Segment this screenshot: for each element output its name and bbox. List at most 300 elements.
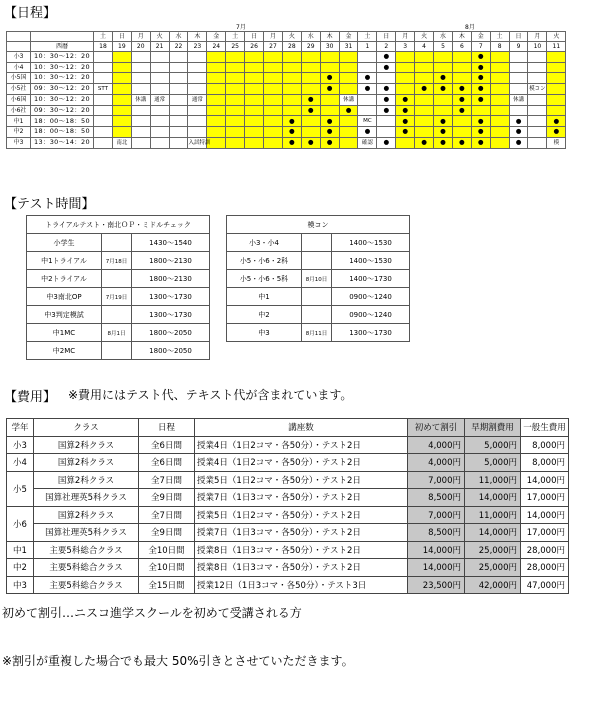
schedule-label: 休講	[135, 96, 147, 103]
discount-note: 初めて割引…ニスコ進学スクールを初めて受講される方	[2, 606, 302, 620]
date-cell: 26	[245, 42, 264, 52]
schedule-cell	[471, 105, 490, 116]
schedule-cell	[301, 137, 320, 148]
fee-grade: 小6	[7, 506, 34, 541]
test-name: 小5・小6・2科	[227, 252, 302, 270]
schedule-cell	[207, 116, 226, 127]
schedule-cell	[131, 105, 150, 116]
schedule-cell	[509, 94, 528, 105]
schedule-cell	[301, 73, 320, 84]
schedule-cell	[207, 83, 226, 94]
fee-days: 全10日間	[139, 559, 195, 577]
fee-normal: 14,000円	[521, 471, 569, 489]
fee-normal: 8,000円	[521, 454, 569, 472]
fee-course: 授業5日（1日2コマ・各50分）・テスト2日	[195, 471, 408, 489]
schedule-cell	[434, 137, 453, 148]
time-cell: 10：30～12：20	[31, 73, 94, 84]
schedule-cell	[94, 62, 113, 73]
date-cell: 8	[490, 42, 509, 52]
schedule-cell	[509, 105, 528, 116]
schedule-cell	[528, 116, 547, 127]
fee-early: 5,000円	[465, 454, 521, 472]
schedule-cell	[264, 116, 283, 127]
weekday-cell: 木	[188, 32, 207, 42]
fee-grade: 中1	[7, 541, 34, 559]
weekday-cell: 日	[377, 32, 396, 42]
weekday-cell: 土	[94, 32, 113, 42]
schedule-cell	[112, 127, 131, 138]
schedule-cell	[339, 52, 358, 63]
schedule-table	[6, 31, 566, 149]
corner-cell	[7, 42, 31, 52]
weekday-cell: 金	[339, 32, 358, 42]
schedule-cell	[547, 137, 566, 148]
schedule-cell	[358, 127, 377, 138]
schedule-cell	[112, 62, 131, 73]
schedule-cell	[339, 105, 358, 116]
schedule-cell	[528, 52, 547, 63]
test-row	[227, 324, 410, 342]
schedule-cell	[415, 94, 434, 105]
schedule-cell	[264, 83, 283, 94]
schedule-cell	[396, 62, 415, 73]
schedule-cell	[226, 83, 245, 94]
schedule-cell	[434, 127, 453, 138]
schedule-cell	[245, 116, 264, 127]
schedule-cell	[188, 116, 207, 127]
schedule-row	[7, 116, 566, 127]
schedule-cell	[415, 73, 434, 84]
schedule-cell	[358, 83, 377, 94]
fee-row	[7, 489, 569, 507]
fee-days: 全7日間	[139, 506, 195, 524]
fee-early: 42,000円	[465, 576, 521, 594]
schedule-cell	[94, 73, 113, 84]
time-cell: 09：30～12：20	[31, 105, 94, 116]
test-name: 中2トライアル	[27, 270, 102, 288]
test-date	[302, 234, 332, 252]
time-cell: 10：30～12：20	[31, 62, 94, 73]
test-date: 8月11日	[302, 324, 332, 342]
schedule-cell	[547, 127, 566, 138]
schedule-cell	[377, 137, 396, 148]
fee-class: 国算社理英5科クラス	[34, 524, 139, 542]
schedule-cell	[131, 127, 150, 138]
schedule-cell	[112, 73, 131, 84]
weekday-cell: 月	[264, 32, 283, 42]
fee-days: 全10日間	[139, 541, 195, 559]
grade-cell: 小6国	[7, 94, 31, 105]
fee-row	[7, 559, 569, 577]
schedule-cell	[509, 137, 528, 148]
schedule-cell	[452, 83, 471, 94]
test-time: 1430～1540	[132, 234, 210, 252]
schedule-cell	[188, 94, 207, 105]
schedule-cell	[169, 137, 188, 148]
test-date: 8月10日	[302, 270, 332, 288]
fee-first: 4,000円	[408, 436, 465, 454]
schedule-cell	[377, 62, 396, 73]
schedule-cell	[245, 105, 264, 116]
schedule-cell	[112, 137, 131, 148]
schedule-label: 通常	[154, 96, 166, 103]
test-row	[27, 342, 210, 360]
schedule-cell	[320, 127, 339, 138]
schedule-cell	[94, 116, 113, 127]
schedule-cell	[169, 73, 188, 84]
schedule-cell	[339, 137, 358, 148]
schedule-cell	[150, 62, 169, 73]
fee-header: 日程	[139, 419, 195, 437]
test-time: 1300～1730	[332, 324, 410, 342]
time-cell: 10：30～12：20	[31, 94, 94, 105]
schedule-cell	[547, 73, 566, 84]
date-cell: 10	[528, 42, 547, 52]
schedule-cell	[547, 94, 566, 105]
test-name: 中1	[227, 288, 302, 306]
schedule-cell	[452, 137, 471, 148]
fee-first: 8,500円	[408, 524, 465, 542]
schedule-cell	[509, 83, 528, 94]
schedule-cell	[415, 137, 434, 148]
schedule-cell	[150, 94, 169, 105]
schedule-cell	[339, 116, 358, 127]
schedule-cell	[452, 127, 471, 138]
test-table-left	[26, 215, 210, 360]
date-cell: 21	[150, 42, 169, 52]
schedule-cell	[471, 52, 490, 63]
fee-first: 14,000円	[408, 541, 465, 559]
test-row	[227, 306, 410, 324]
grade-cell: 小4	[7, 62, 31, 73]
schedule-cell	[226, 62, 245, 73]
schedule-cell	[509, 73, 528, 84]
date-cell: 6	[452, 42, 471, 52]
fee-days: 全6日間	[139, 436, 195, 454]
seireki-label: 西暦	[31, 42, 94, 52]
schedule-cell	[188, 83, 207, 94]
schedule-cell	[150, 83, 169, 94]
fee-grade: 小5	[7, 471, 34, 506]
date-cell: 24	[207, 42, 226, 52]
schedule-cell	[282, 62, 301, 73]
test-row	[27, 324, 210, 342]
schedule-cell	[377, 83, 396, 94]
test-date	[102, 342, 132, 360]
schedule-cell	[131, 73, 150, 84]
schedule-cell	[528, 94, 547, 105]
schedule-cell	[434, 116, 453, 127]
schedule-cell	[169, 127, 188, 138]
date-cell: 5	[434, 42, 453, 52]
schedule-cell	[547, 116, 566, 127]
schedule-label: 通常	[191, 96, 203, 103]
schedule-cell	[415, 62, 434, 73]
schedule-cell	[245, 137, 264, 148]
schedule-label: 休講	[343, 96, 355, 103]
schedule-cell	[452, 52, 471, 63]
test-row	[27, 288, 210, 306]
schedule-cell	[245, 73, 264, 84]
schedule-cell	[131, 116, 150, 127]
weekday-cell: 火	[150, 32, 169, 42]
schedule-cell	[169, 62, 188, 73]
schedule-cell	[471, 83, 490, 94]
schedule-cell	[301, 127, 320, 138]
schedule-label: 入試特訓	[188, 139, 211, 146]
fee-header: 講座数	[195, 419, 408, 437]
date-cell: 3	[396, 42, 415, 52]
fees-title: 【費用】	[4, 390, 57, 405]
fee-row	[7, 524, 569, 542]
time-cell: 18：00～18：50	[31, 127, 94, 138]
schedule-cell	[452, 73, 471, 84]
fee-first: 4,000円	[408, 454, 465, 472]
schedule-cell	[415, 105, 434, 116]
schedule-cell	[226, 116, 245, 127]
schedule-cell	[207, 62, 226, 73]
schedule-cell	[377, 73, 396, 84]
fee-first: 7,000円	[408, 506, 465, 524]
schedule-cell	[528, 137, 547, 148]
schedule-cell	[377, 94, 396, 105]
schedule-cell	[396, 116, 415, 127]
test-time: 1400～1530	[332, 252, 410, 270]
fee-row	[7, 454, 569, 472]
fee-early: 14,000円	[465, 524, 521, 542]
schedule-cell	[547, 105, 566, 116]
schedule-cell	[396, 127, 415, 138]
schedule-cell	[282, 83, 301, 94]
test-name: 中2	[227, 306, 302, 324]
schedule-cell	[245, 127, 264, 138]
schedule-title: 【日程】	[4, 6, 57, 21]
schedule-cell	[396, 137, 415, 148]
fee-normal: 28,000円	[521, 559, 569, 577]
fee-class: 主要5科総合クラス	[34, 541, 139, 559]
schedule-cell	[377, 52, 396, 63]
schedule-cell	[509, 62, 528, 73]
schedule-cell	[396, 105, 415, 116]
schedule-cell	[282, 116, 301, 127]
schedule-cell	[131, 52, 150, 63]
fee-row	[7, 506, 569, 524]
schedule-cell	[301, 116, 320, 127]
test-name: 小学生	[27, 234, 102, 252]
fee-early: 11,000円	[465, 506, 521, 524]
date-cell: 22	[169, 42, 188, 52]
schedule-cell	[301, 94, 320, 105]
grade-cell: 小6社	[7, 105, 31, 116]
test-date: 7月19日	[102, 288, 132, 306]
date-cell: 19	[112, 42, 131, 52]
schedule-cell	[226, 94, 245, 105]
schedule-cell	[471, 116, 490, 127]
test-time: 1400～1530	[332, 234, 410, 252]
fee-class: 主要5科総合クラス	[34, 576, 139, 594]
fees-note: ※費用にはテスト代、テキスト代が含まれています。	[68, 388, 353, 402]
schedule-cell	[471, 73, 490, 84]
schedule-cell	[131, 137, 150, 148]
schedule-cell	[320, 62, 339, 73]
fee-days: 全15日間	[139, 576, 195, 594]
schedule-cell	[188, 73, 207, 84]
schedule-cell	[264, 73, 283, 84]
fee-normal: 17,000円	[521, 489, 569, 507]
test-row	[227, 288, 410, 306]
weekday-cell: 水	[434, 32, 453, 42]
schedule-label: 南北	[116, 139, 128, 146]
schedule-cell	[245, 62, 264, 73]
fee-early: 14,000円	[465, 489, 521, 507]
schedule-label: MC	[363, 118, 372, 124]
schedule-cell	[282, 94, 301, 105]
test-time: 1800～2050	[132, 324, 210, 342]
schedule-cell	[434, 62, 453, 73]
corner-cell	[7, 32, 31, 42]
schedule-cell	[434, 52, 453, 63]
fee-early: 25,000円	[465, 541, 521, 559]
schedule-cell	[358, 52, 377, 63]
schedule-cell	[94, 52, 113, 63]
fee-normal: 14,000円	[521, 506, 569, 524]
schedule-cell	[509, 52, 528, 63]
test-time: 1400～1730	[332, 270, 410, 288]
fee-class: 主要5科総合クラス	[34, 559, 139, 577]
time-cell: 09：30～12：20	[31, 83, 94, 94]
weekday-cell: 月	[528, 32, 547, 42]
schedule-cell	[94, 94, 113, 105]
grade-cell: 中3	[7, 137, 31, 148]
time-cell: 18：00～18：50	[31, 116, 94, 127]
schedule-cell	[207, 94, 226, 105]
test-time: 1800～2050	[132, 342, 210, 360]
schedule-row	[7, 83, 566, 94]
schedule-row	[7, 137, 566, 148]
fee-grade: 小3	[7, 436, 34, 454]
schedule-cell	[150, 116, 169, 127]
schedule-cell	[150, 52, 169, 63]
fee-course: 授業4日（1日2コマ・各50分）・テスト2日	[195, 436, 408, 454]
schedule-cell	[509, 127, 528, 138]
month-august: 8月	[465, 24, 475, 31]
schedule-cell	[320, 73, 339, 84]
fee-grade: 中3	[7, 576, 34, 594]
time-cell: 13：30～14：20	[31, 137, 94, 148]
schedule-cell	[415, 83, 434, 94]
schedule-cell	[358, 94, 377, 105]
test-row	[27, 270, 210, 288]
schedule-cell	[358, 73, 377, 84]
weekday-cell: 日	[112, 32, 131, 42]
schedule-cell	[226, 52, 245, 63]
schedule-cell	[415, 116, 434, 127]
schedule-cell	[339, 94, 358, 105]
schedule-cell	[150, 137, 169, 148]
test-name: 中1トライアル	[27, 252, 102, 270]
schedule-label: STT	[97, 85, 108, 92]
date-cell: 11	[547, 42, 566, 52]
schedule-cell	[131, 94, 150, 105]
fee-header: 初めて割引	[408, 419, 465, 437]
test-row	[27, 306, 210, 324]
fee-normal: 8,000円	[521, 436, 569, 454]
corner-cell	[31, 32, 94, 42]
fee-first: 14,000円	[408, 559, 465, 577]
test-table-right	[226, 215, 410, 342]
schedule-cell	[434, 94, 453, 105]
test-date	[102, 306, 132, 324]
weekday-cell: 日	[245, 32, 264, 42]
test-time: 1300～1730	[132, 306, 210, 324]
weekday-cell: 火	[282, 32, 301, 42]
schedule-cell	[490, 83, 509, 94]
schedule-cell	[112, 116, 131, 127]
fee-days: 全7日間	[139, 471, 195, 489]
schedule-cell	[358, 62, 377, 73]
fee-days: 全6日間	[139, 454, 195, 472]
weekday-cell: 火	[547, 32, 566, 42]
date-cell: 30	[320, 42, 339, 52]
date-cell: 18	[94, 42, 113, 52]
test-row	[27, 234, 210, 252]
test-time: 1300～1730	[132, 288, 210, 306]
schedule-cell	[396, 94, 415, 105]
schedule-label: 確認	[361, 139, 373, 146]
schedule-cell	[112, 83, 131, 94]
schedule-cell	[490, 73, 509, 84]
weekday-cell: 金	[471, 32, 490, 42]
schedule-cell	[434, 105, 453, 116]
schedule-cell	[528, 62, 547, 73]
fee-class: 国算2科クラス	[34, 471, 139, 489]
schedule-label: 模コン	[529, 85, 546, 92]
schedule-cell	[320, 137, 339, 148]
weekday-cell: 日	[509, 32, 528, 42]
fee-course: 授業7日（1日3コマ・各50分）・テスト2日	[195, 489, 408, 507]
schedule-cell	[301, 52, 320, 63]
schedule-cell	[377, 105, 396, 116]
schedule-cell	[471, 127, 490, 138]
schedule-row	[7, 127, 566, 138]
date-cell: 25	[226, 42, 245, 52]
fee-grade: 小4	[7, 454, 34, 472]
schedule-cell	[490, 62, 509, 73]
test-date	[302, 252, 332, 270]
fee-table	[6, 418, 569, 594]
test-name: 中3	[227, 324, 302, 342]
schedule-cell	[358, 105, 377, 116]
schedule-cell	[150, 105, 169, 116]
schedule-cell	[415, 52, 434, 63]
fee-header: 早期割費用	[465, 419, 521, 437]
test-date	[302, 288, 332, 306]
schedule-cell	[207, 73, 226, 84]
schedule-cell	[188, 62, 207, 73]
test-time: 0900～1240	[332, 288, 410, 306]
test-table-header: 模コン	[227, 216, 410, 234]
fee-first: 8,500円	[408, 489, 465, 507]
test-name: 小3・小4	[227, 234, 302, 252]
schedule-cell	[226, 73, 245, 84]
fee-days: 全9日間	[139, 524, 195, 542]
schedule-cell	[131, 83, 150, 94]
schedule-cell	[264, 94, 283, 105]
fee-normal: 28,000円	[521, 541, 569, 559]
schedule-cell	[528, 73, 547, 84]
test-row	[27, 252, 210, 270]
weekday-cell: 土	[226, 32, 245, 42]
